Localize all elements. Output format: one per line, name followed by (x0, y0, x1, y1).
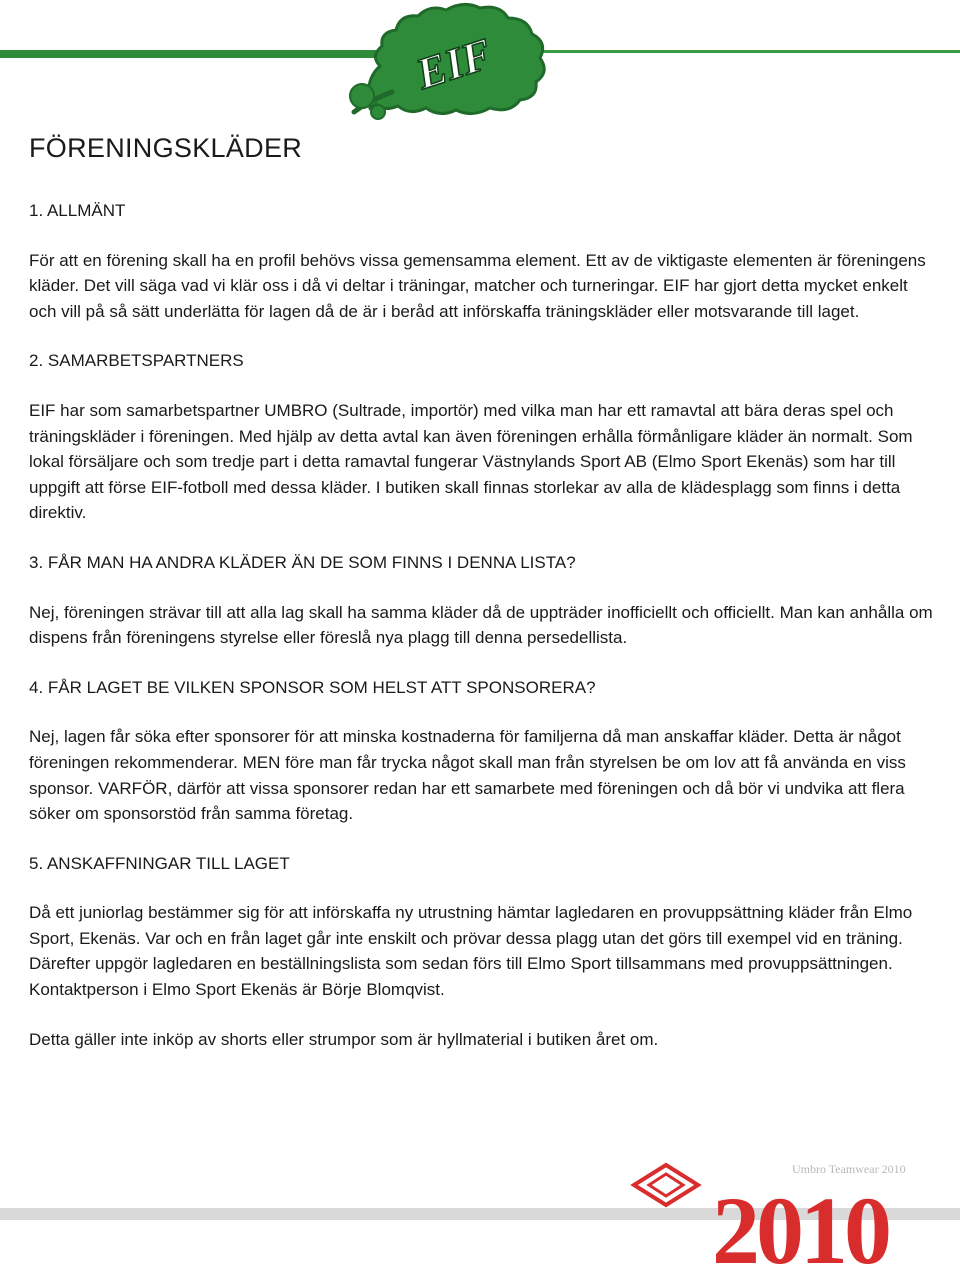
umbro-diamond-icon (634, 1165, 698, 1205)
footer-caption: Umbro Teamwear 2010 (792, 1162, 906, 1176)
logo-text: EIF (410, 28, 498, 99)
document-body (29, 198, 934, 1052)
section-heading-1: 1. ALLMÄNT (29, 201, 126, 220)
section-body-5: Då ett juniorlag bestämmer sig för att införskaffa ny utrustning hämtar lagledaren en provuppsättning kläder från Elmo Sport, Ekenäs. Var och en från laget går inte enskilt och prövar dessa plagg utan det görs till exempel vid en träning. Därefter uppgör lagledaren en beställningslista som sedan förs till Elmo Sport tillsammans med provuppsättningen. Kontaktperson i Elmo Sport Ekenäs är Börje Blomqvist. (29, 903, 913, 1000)
section-body-2: EIF har som samarbetspartner UMBRO (Sultrade, importör) med vilka man har ett ramavtal att bära deras spel och träningskläder i föreningen. Med hjälp av detta avtal kan även föreningen erhålla förmånligare kläder än normalt. Som lokal försäljare och som tredje part i detta ramavtal fungerar Västnylands Sport AB (Elmo Sport Ekenäs) som har till uppgift att förse EIF-fotboll med dessa kläder. I butiken skall finnas storlekar av alla de klädesplagg som finns i detta direktiv. (29, 400, 913, 523)
header-rule-left (0, 50, 380, 58)
section-body-1: För att en förening skall ha en profil behövs vissa gemensamma element. Ett av de viktigaste elementen är föreningens kläder. Det vill säga vad vi klär oss i då vi deltar i träningar, matcher och turneringar. EIF har gjort detta mycket enkelt och vill på så sätt underlätta för lagen då de är i beråd att införskaffa träningskläder eller motsvarande till laget. (29, 250, 926, 321)
header-rule-right (540, 50, 960, 53)
section-body-3: Nej, föreningen strävar till att alla lag skall ha samma kläder då de uppträder inofficiellt och officiellt. Man kan anhålla om dispens från föreningens styrelse eller föreslå nya plagg till denna persedellista. (29, 602, 933, 648)
section-heading-2: 2. SAMARBETSPARTNERS (29, 351, 244, 371)
section-body-4: Nej, lagen får söka efter sponsorer för att minska kostnaderna för familjerna då man anskaffar kläder. Detta är något föreningen rekommenderar. MEN före man får trycka något skall man från styrelsen be om lov att få använda en viss sponsor. VARFÖR, därför att vissa sponsorer redan har ett samarbete med föreningen och då bör vi undvika att flera söker om sponsorstöd från samma företag. (29, 727, 906, 824)
page-title: FÖRENINGSKLÄDER (29, 133, 303, 163)
year-2010-text: 2010 (712, 1177, 888, 1267)
section-heading-4: 4. FÅR LAGET BE VILKEN SPONSOR SOM HELST ATT SPONSORERA? (29, 677, 596, 697)
section-heading-3: 3. FÅR MAN HA ANDRA KLÄDER ÄN DE SOM FINNS I DENNA LISTA? (29, 552, 576, 572)
eif-oak-leaf-logo (340, 0, 570, 120)
section-heading-5: 5. ANSKAFFNINGAR TILL LAGET (29, 853, 290, 873)
section-note-5: Detta gäller inte inköp av shorts eller strumpor som är hyllmaterial i butiken året om. (29, 1029, 659, 1049)
